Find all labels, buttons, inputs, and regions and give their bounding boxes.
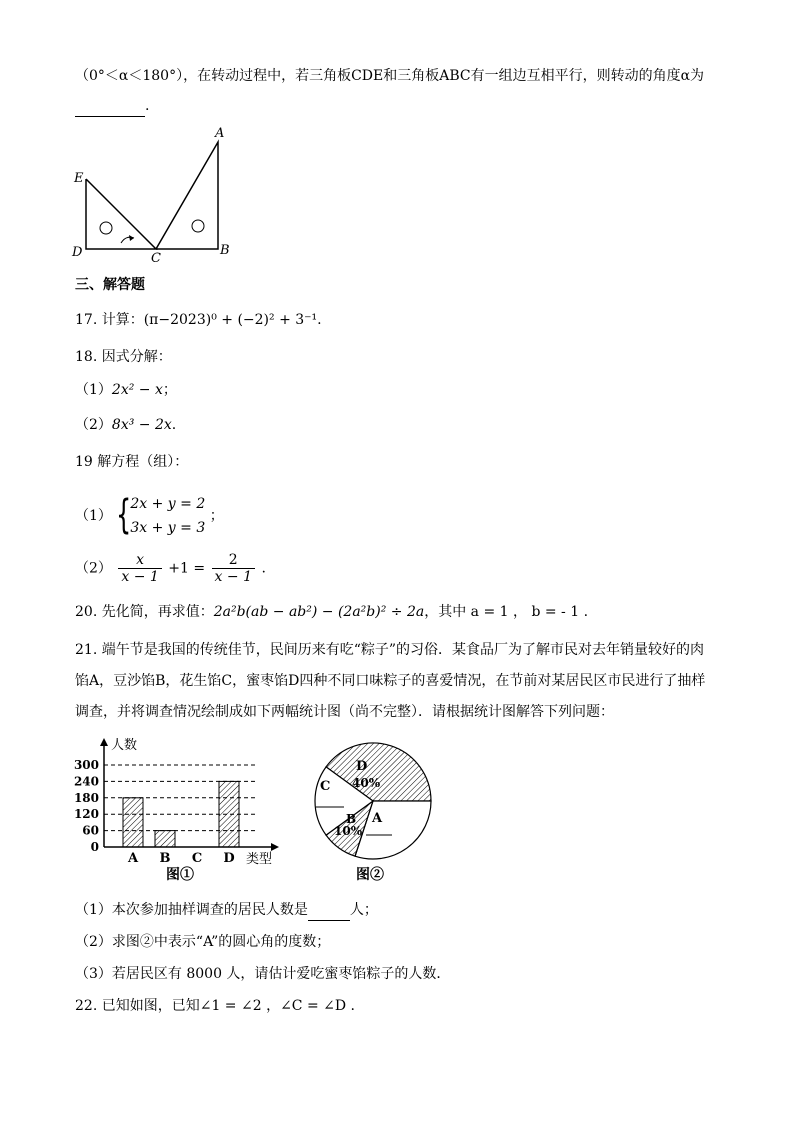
q17-expr: (π−2023)⁰ + (−2)² + 3⁻¹ <box>143 312 318 328</box>
bar-B <box>155 831 175 847</box>
fraction-2-num: 2 <box>212 552 255 569</box>
q21-sub3: （3）若居民区有 8000 人，请估计爱吃蜜枣馅粽子的人数． <box>75 966 451 982</box>
q21-line3: 调查，并将调查情况绘制成如下两幅统计图（尚不完整）．请根据统计图解答下列问题： <box>75 704 614 720</box>
q17-label: 17. 计算： <box>75 312 144 328</box>
fraction-1 <box>118 552 161 585</box>
q16-answer-line <box>75 96 149 117</box>
pie-percent-D: 40% <box>352 776 381 790</box>
equation-system <box>116 492 205 540</box>
q18-p2-expr: 8x³ − 2x <box>111 417 172 433</box>
y-tick-label: 300 <box>73 758 99 772</box>
q17 <box>75 310 322 330</box>
q19-p1-num: （1） <box>75 508 112 524</box>
q18-part2 <box>75 415 176 435</box>
equation-1: 2x + y = 2 <box>130 496 206 512</box>
brace-icon: { <box>116 492 132 538</box>
q21-sub1 <box>75 900 378 921</box>
fraction-2 <box>212 552 255 585</box>
y-tick-label: 240 <box>73 774 99 789</box>
y-axis-label: 人数 <box>111 738 138 753</box>
q21-sub1-text: （1）本次参加抽样调查的居民人数是 <box>75 902 308 918</box>
bar-A <box>123 798 143 847</box>
q19-part2 <box>75 552 266 585</box>
fraction-1-num: x <box>118 552 161 569</box>
q20-expr: 2a²b(ab − ab²) − (2a²b)² ÷ 2a <box>213 604 425 620</box>
y-tick-label: 0 <box>90 840 99 854</box>
q19-part1 <box>75 492 224 540</box>
pie-label-D: D <box>356 759 368 774</box>
q21-sub2: （2）求图②中表示“A”的圆心角的度数； <box>75 934 331 950</box>
section-title: 三、解答题 <box>75 277 145 293</box>
q19-p2-num: （2） <box>75 560 112 577</box>
q19-p1-end: ； <box>209 508 224 524</box>
q18-part1 <box>75 380 177 400</box>
q20-cond: ，其中 a = 1 ， b = - 1 . <box>424 604 589 620</box>
q19-p2-end: . <box>261 560 266 577</box>
pie-label-C: C <box>320 779 331 794</box>
q20-label: 20. 先化简，再求值： <box>75 604 214 620</box>
pie-label-B: B <box>346 812 357 826</box>
pie-chart <box>308 735 448 885</box>
fraction-1-den: x − 1 <box>121 569 159 585</box>
q21-line1: 21. 端午节是我国的传统佳节，民间历来有吃“粽子”的习俗．某食品厂为了解市民对去年销量较好的肉 <box>75 642 705 658</box>
category-label-A: A <box>127 851 139 866</box>
q21-sub1-end: 人； <box>349 902 378 918</box>
q16-end: . <box>145 98 150 114</box>
y-tick-label: 180 <box>73 790 99 805</box>
pie-label-A: A <box>372 811 383 826</box>
q20 <box>75 602 588 622</box>
category-label-C: C <box>191 851 203 866</box>
q16-line1: （0°＜α＜180°），在转动过程中，若三角板CDE和三角板ABC有一组边互相平行，则转动的角度α为 <box>75 68 705 84</box>
answer-blank <box>75 96 145 117</box>
bar-D <box>219 781 239 847</box>
y-tick-label: 120 <box>73 807 99 822</box>
q19-mid: +1 = <box>168 560 206 577</box>
q21-line2: 馅A，豆沙馅B，花生馅C，蜜枣馅D四种不同口味粽子的喜爱情况，在节前对某居民区市民进行了抽样 <box>75 673 706 689</box>
category-label-D: D <box>223 851 235 866</box>
y-tick-label: 60 <box>82 823 99 838</box>
pie-percent-B: 10% <box>334 824 363 838</box>
q18-p2-end: . <box>171 417 177 433</box>
q22: 22. 已知如图，已知∠1 = ∠2 ，∠C = ∠D . <box>75 998 355 1014</box>
fraction-2-den: x − 1 <box>214 569 252 585</box>
q18-p1-num: （1） <box>75 382 112 398</box>
q18-p1-end: ； <box>162 382 177 398</box>
category-label-B: B <box>159 851 171 866</box>
label-A: A <box>215 126 225 141</box>
bar-chart-title: 图① <box>166 867 194 883</box>
x-axis-label: 类型 <box>246 852 273 867</box>
q17-end: . <box>317 312 322 328</box>
label-D: D <box>72 245 83 260</box>
q19-label: 19 解方程（组）： <box>75 454 189 470</box>
triangle-figure <box>68 124 248 264</box>
pie-chart-title: 图② <box>356 867 384 883</box>
bar-chart <box>68 735 283 885</box>
answer-blank-21 <box>308 900 350 921</box>
label-B: B <box>220 243 230 258</box>
q18-label: 18. 因式分解： <box>75 349 172 365</box>
label-E: E <box>74 171 84 186</box>
q18-p2-num: （2） <box>75 417 112 433</box>
equation-2: 3x + y = 3 <box>130 520 206 536</box>
label-C: C <box>151 251 161 264</box>
q18-p1-expr: 2x² − x <box>111 382 163 398</box>
